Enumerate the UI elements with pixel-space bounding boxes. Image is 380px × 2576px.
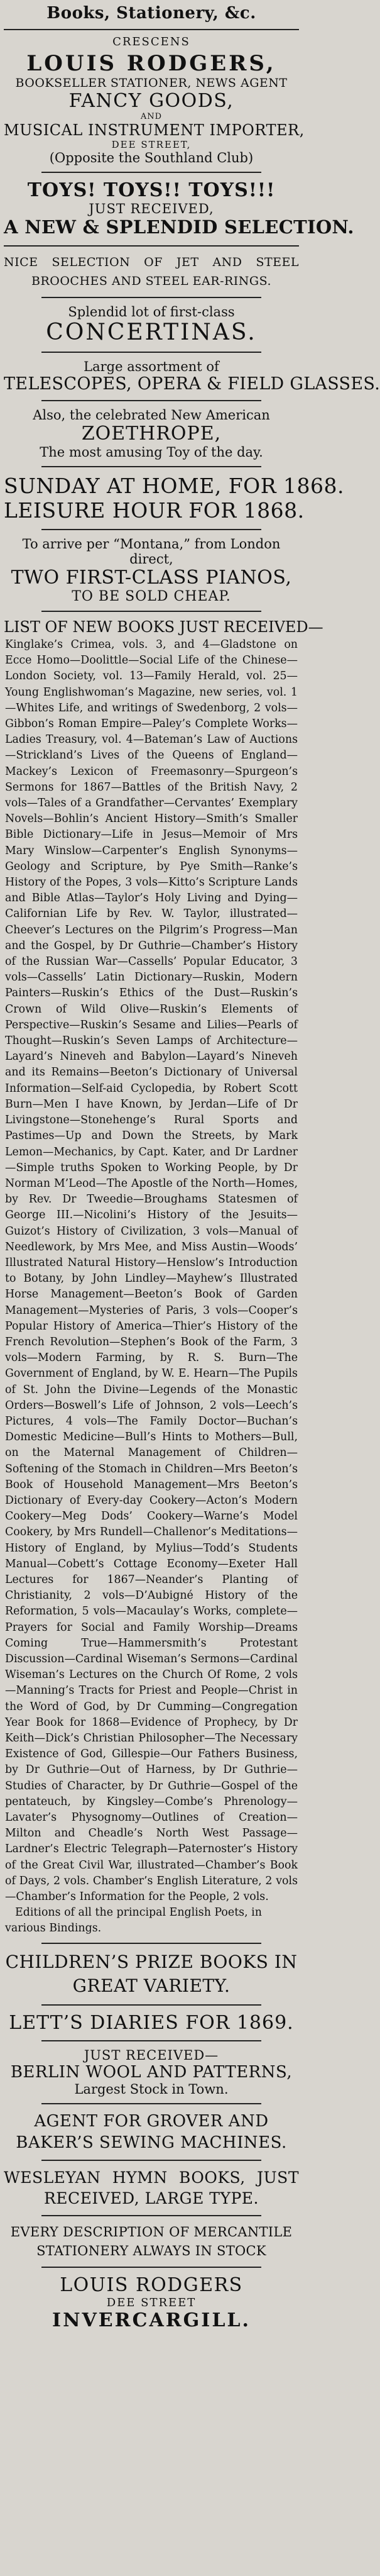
divider [41, 2103, 261, 2104]
firm-name: LOUIS RODGERS, [26, 51, 276, 76]
fancy-goods-line: FANCY GOODS, [68, 90, 234, 112]
divider [41, 1943, 261, 1944]
telescopes-intro: Large assortment of [84, 359, 219, 374]
advertisement-column [4, 0, 380, 2332]
zoethrope-tagline: The most amusing Toy of the day. [40, 445, 263, 460]
pianos-title: TWO FIRST-CLASS PIANOS, [11, 567, 292, 589]
sunday-at-home: SUNDAY AT HOME, FOR 1868. [4, 474, 344, 498]
opposite-line: (Opposite the Southland Club) [49, 150, 254, 165]
crescens-line: CRESCENS [112, 35, 190, 48]
divider [41, 2215, 261, 2216]
divider [41, 611, 261, 612]
berlin-wool-title: BERLIN WOOL AND PATTERNS, [10, 2063, 293, 2082]
divider [4, 29, 299, 30]
concertinas-title: CONCERTINAS. [46, 319, 257, 345]
letts-diaries: LETT’S DIARIES FOR 1869. [9, 2012, 294, 2035]
toys-headline: TOYS! TOYS!! TOYS!!! [27, 179, 276, 201]
berlin-stock: Largest Stock in Town. [74, 2082, 229, 2097]
leisure-hour: LEISURE HOUR FOR 1868. [4, 498, 305, 523]
divider [4, 245, 299, 247]
street-line: DEE STREET, [111, 139, 192, 150]
toys-just-received: JUST RECEIVED, [89, 201, 214, 216]
divider [41, 529, 261, 530]
divider [41, 352, 261, 353]
musical-line: MUSICAL INSTRUMENT IMPORTER, [4, 121, 305, 139]
trade-line: BOOKSELLER STATIONER, NEWS AGENT [15, 76, 288, 90]
divider [41, 400, 261, 401]
poets-editions-line: Editions of all the principal English Poets, in various Bindings. [5, 1906, 262, 1935]
divider [41, 2040, 261, 2041]
divider [41, 297, 261, 298]
footer-street: DEE STREET [106, 2296, 197, 2310]
divider [41, 172, 261, 173]
footer-firm-name: LOUIS RODGERS [60, 2274, 243, 2297]
telescopes-title: TELESCOPES, OPERA & FIELD GLASSES. [4, 374, 380, 394]
book-list-heading: LIST OF NEW BOOKS JUST RECEIVED— [4, 618, 323, 636]
divider [41, 2004, 261, 2006]
wesleyan-hymn-books: WESLEYAN HYMN BOOKS, JUST RECEIVED, LARGE TYPE. [4, 2168, 299, 2208]
pianos-sale: TO BE SOLD CHEAP. [72, 589, 231, 604]
berlin-just-received: JUST RECEIVED— [84, 2048, 219, 2063]
divider [41, 2267, 261, 2268]
childrens-prize-books: CHILDREN’S PRIZE BOOKS IN GREAT VARIETY. [5, 1951, 298, 1997]
jet-brooches-notice: NICE SELECTION OF JET AND STEEL BROOCHES AND STEEL EAR-RINGS. [4, 255, 299, 288]
sewing-machines-agent: AGENT FOR GROVER AND BAKER’S SEWING MACHINES. [16, 2112, 287, 2153]
toys-selection: A NEW & SPLENDID SELECTION. [4, 216, 354, 238]
footer-town: INVERCARGILL. [52, 2309, 251, 2332]
zoethrope-intro: Also, the celebrated New American [33, 408, 270, 423]
pianos-intro: To arrive per “Montana,” from London direct, [22, 536, 281, 567]
mercantile-stationery: EVERY DESCRIPTION OF MERCANTILE STATIONERY ALWAYS IN STOCK [10, 2224, 293, 2259]
concertinas-intro: Splendid lot of first-class [68, 304, 235, 319]
and-word: AND [140, 112, 163, 121]
zoethrope-title: ZOETHROPE, [81, 423, 222, 445]
section-title: Books, Stationery, &c. [46, 4, 256, 23]
divider [41, 2160, 261, 2161]
divider [41, 466, 261, 467]
book-list-body: Kinglake’s Crimea, vols. 3, and 4—Gladstone on Ecce Homo—Doolittle—Social Life of the Chinese—London Society, vol. 13—Family Herald, vol. 25—Young Englishwoman’s Magazine, new series, vol. 1—Whites Life, and writings of Swedenborg, 2 vols—Gibbon’s Roman Empire—Paley’s Complete Works—Ladies Treasury, vol. 4—Bateman’s Law of Auctions—Strickland’s Lives of the Queens of England—Mackey’s Lexicon of Freemasonry—Spurgeon’s Sermons for 1867—Battles of the British Navy, 2 vols—Tales of a Grandfather—Cervantes’ Exemplary Novels—Bohlin’s Ancient History—Smith’s Smaller Bible Dictionary—Life in Jesus—Memoir of Mrs Mary Winslow—Carpenter’s English Synonyms—Geology and Scripture, by Pye Smith—Ranke’s History of the Popes, 3 vols—Kitto’s Scripture Lands and Bible Atlas—Taylor’s Holy Living and Dying—Californian Life by Rev. W. Taylor, illustrated—Cheever’s Lectures on the Pilgrim’s Progress—Man and the Gospel, by Dr Guthrie—Chamber’s History of the Russian War—Cassells’ Popular Educator, 3 vols—Cassells’ Latin Dictionary—Ruskin, Modern Painters—Ruskin’s Ethics of the Dust—Ruskin’s Crown of Wild Olive—Ruskin’s Elements of Perspective—Ruskin’s Sesame and Lilies—Pearls of Thought—Ruskin’s Seven Lamps of Architecture—Layard’s Nineveh and Babylon—Layard’s Nineveh and its Remains—Beeton’s Dictionary of Universal Information—Self-aid Cyclopedia, by Robert Scott Burn—Men I have Known, by Jerdan—Life of Dr Livingstone—Stonehenge’s Rural Sports and Pastimes—Up and Down the Streets, by Mark Lemon—Mechanics, by Capt. Kater, and Dr Lardner—Simple truths Spoken to Working People, by Dr Norman M’Leod—The Apostle of the North—Homes, by Rev. Dr Tweedie—Broughams Statesmen of George III.—Nicolini’s History of the Jesuits—Guizot’s History of Civilization, 3 vols—Manual of Needlework, by Mrs Mee, and Miss Austin—Woods’ Illustrated Natural History—Henslow’s Introduction to Botany, by John Lindley—Mayhew’s Illustrated Horse Management—Beeton’s Book of Garden Management—Mysteries of Paris, 3 vols—Cooper’s Popular History of America—Thier’s History of the French Revolution—Stephen’s Book of the Farm, 3 vols—Modern Farming, by R. S. Burn—The Government of England, by W. E. Hearn—The Pupils of St. John the Divine—Legends of the Monastic Orders—Boswell’s Life of Johnson, 2 vols—Leech’s Pictures, 4 vols—The Family Doctor—Buchan’s Domestic Medicine—Bull’s Hints to Mothers—Bull, on the Maternal Management of Children—Softening of the Stomach in Children—Mrs Beeton’s Book of Household Management—Mrs Beeton’s Dictionary of Every-day Cookery—Acton’s Modern Cookery—Meg Dods’ Cookery—Warne’s Model Cookery, by Mrs Rundell—Challenor’s Meditations—History of England, by Mylius—Todd’s Students Manual—Cobett’s Cottage Economy—Exeter Hall Lectures for 1867—Neander’s Planting of Christianity, 2 vols—D’Aubigné History of the Reformation, 5 vols—Macaulay’s Works, complete—Prayers for Social and Family Worship—Dreams Coming True—Hammersmith’s Protestant Discussion—Cardinal Wiseman’s Sermons—Cardinal Wiseman’s Lectures on the Church Of Rome, 2 vols—Manning’s Tracts for Priest and People—Christ in the Word of God, by Dr Cumming—Congregation Year Book for 1868—Evidence of Prophecy, by Dr Keith—Dick’s Christian Philosopher—The Necessary Existence of God, Gillespie—Our Fathers Business, by Dr Guthrie—Out of Harness, by Dr Guthrie—Studies of Character, by Dr Guthrie—Gospel of the pentateuch, by Kingsley—Combe’s Phrenology—Lavater’s Physognomy—Outlines of Creation—Milton and Cheadle’s North West Passage—Lardner’s Electric Telegraph—Paternoster’s History of the Great Civil War, illustrated—Chamber’s Book of Days, 2 vols. Chamber’s English Literature, 2 vols—Chamber’s Information for the People, 2 vols. [5, 638, 298, 1904]
